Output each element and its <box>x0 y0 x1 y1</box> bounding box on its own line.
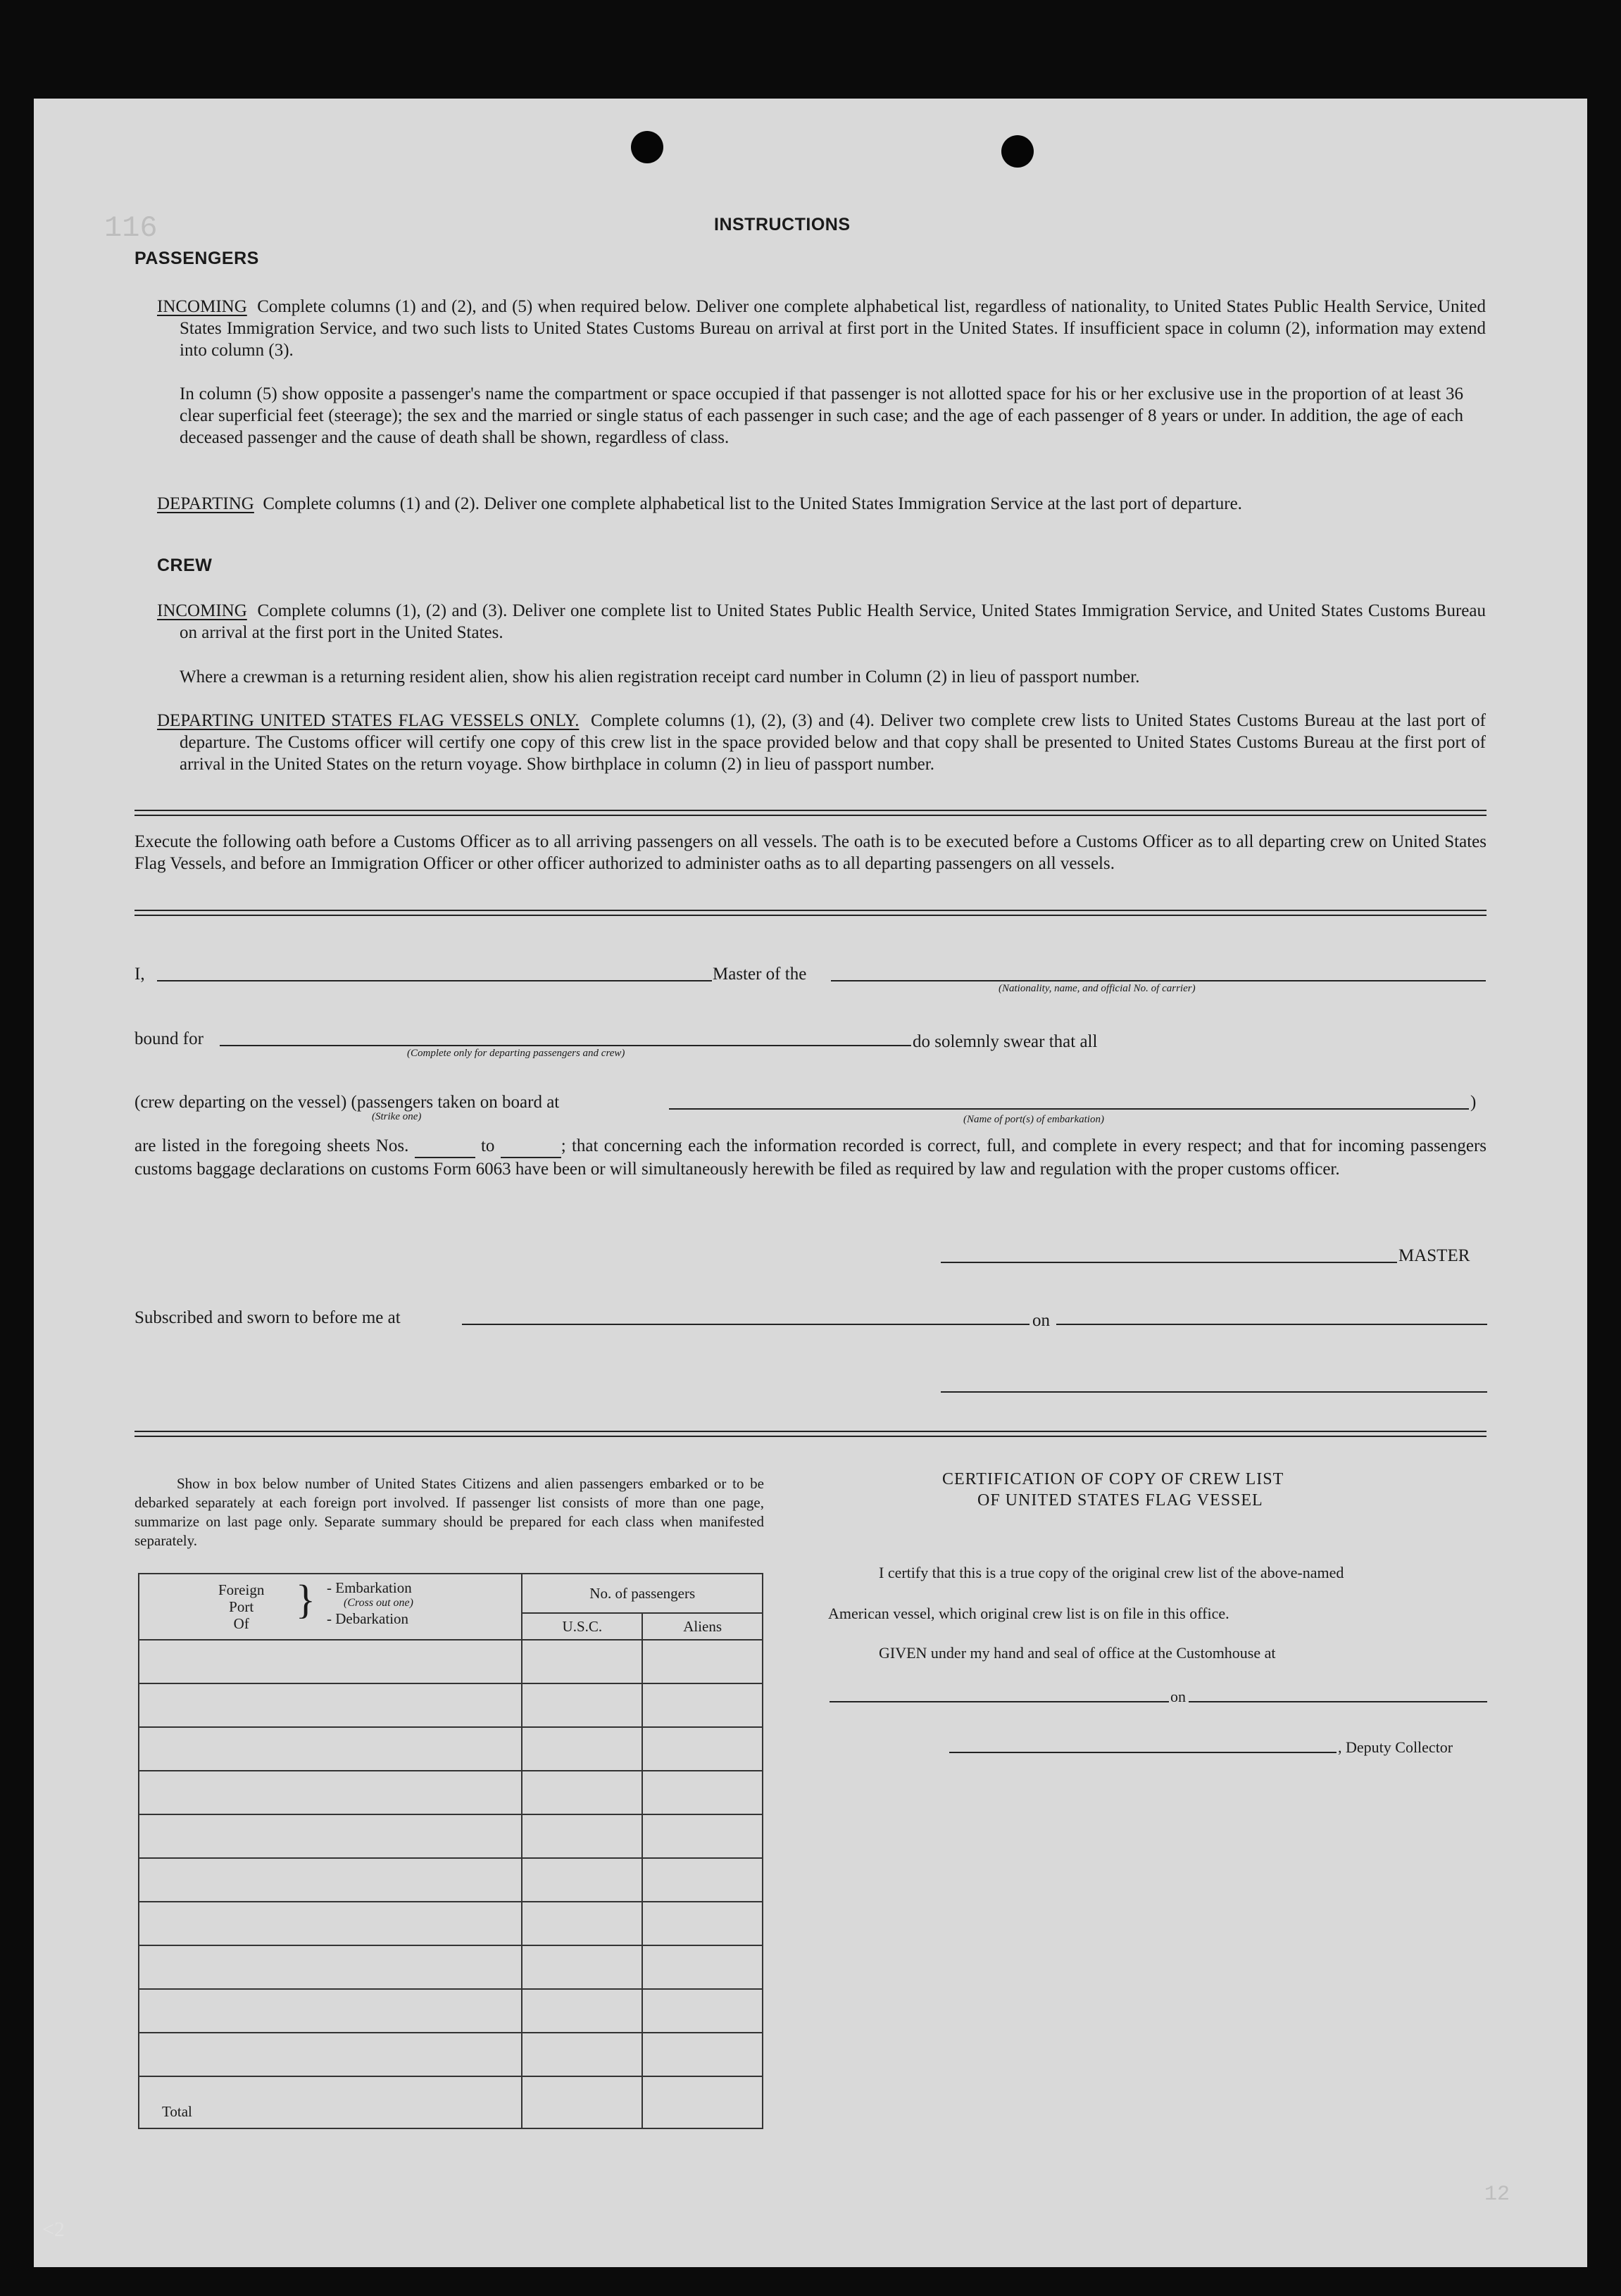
certification-date-field[interactable] <box>1189 1701 1487 1702</box>
certification-title-line2: OF UNITED STATES FLAG VESSEL <box>977 1491 1263 1510</box>
section-divider-1 <box>134 810 1487 816</box>
crew-heading: CREW <box>157 556 213 575</box>
aliens-cell[interactable] <box>642 1640 763 1683</box>
total-label: Total <box>139 2076 522 2128</box>
aliens-cell[interactable] <box>642 1814 763 1858</box>
port-cell[interactable] <box>139 1771 522 1814</box>
bound-for-caption: (Complete only for departing passengers and crew) <box>407 1048 625 1059</box>
usc-cell[interactable] <box>522 1683 642 1727</box>
passengers-incoming-text: Complete columns (1) and (2), and (5) when required below. Deliver one complete alphabetical list, regardless of nationality, to United States Public Health Service, United States Immigration Service, and two such lists to United States Customs Bureau on arrival at first port in the United States. If insufficient space in column (2), information may extend into column (3). <box>180 297 1486 360</box>
subscribed-label: Subscribed and sworn to before me at <box>134 1308 401 1327</box>
ports-caption: (Name of port(s) of embarkation) <box>963 1114 1104 1125</box>
certification-title-line1: CERTIFICATION OF COPY OF CREW LIST <box>942 1470 1284 1488</box>
usc-cell[interactable] <box>522 1814 642 1858</box>
carrier-field[interactable] <box>831 980 1486 981</box>
master-signature-field[interactable] <box>941 1262 1397 1263</box>
table-row <box>139 1683 763 1727</box>
aliens-header: Aliens <box>642 1613 763 1640</box>
table-row <box>139 1989 763 2033</box>
crew-departing-paragraph <box>157 710 1486 775</box>
crew-incoming-paragraph <box>157 600 1486 644</box>
officer-signature-field[interactable] <box>941 1391 1487 1393</box>
total-row <box>139 2076 763 2128</box>
sworn-on-label: on <box>1032 1311 1050 1330</box>
aliens-cell[interactable] <box>642 1771 763 1814</box>
passengers-incoming-label: INCOMING <box>157 297 247 316</box>
port-cell[interactable] <box>139 1814 522 1858</box>
usc-cell[interactable] <box>522 1902 642 1945</box>
port-cell[interactable] <box>139 1989 522 2033</box>
embarkation-label: - Embarkation <box>327 1579 412 1596</box>
master-of-the-label: Master of the <box>713 965 807 984</box>
aliens-cell[interactable] <box>642 1858 763 1902</box>
certification-line3: GIVEN under my hand and seal of office at the Customhouse at <box>879 1644 1276 1662</box>
punch-hole-right <box>1001 135 1034 168</box>
aliens-total-cell[interactable] <box>642 2076 763 2128</box>
aliens-cell[interactable] <box>642 1989 763 2033</box>
passengers-heading: PASSENGERS <box>134 249 259 268</box>
usc-cell[interactable] <box>522 1727 642 1771</box>
sheet-to-field[interactable] <box>501 1135 561 1158</box>
punch-hole-left <box>631 131 663 163</box>
port-cell[interactable] <box>139 1945 522 1989</box>
oath-i-label: I, <box>134 965 145 984</box>
port-cell[interactable] <box>139 1640 522 1683</box>
debarkation-label: - Debarkation <box>327 1610 409 1627</box>
section-divider-2 <box>134 910 1487 916</box>
sworn-location-field[interactable] <box>462 1324 1029 1325</box>
crew-returning-text: Where a crewman is a returning resident alien, show his alien registration receipt card number in Column (2) in lieu of passport number. <box>180 667 1140 686</box>
table-row <box>139 1727 763 1771</box>
foreign-label: Foreign <box>218 1581 265 1598</box>
passengers-departing-paragraph <box>157 493 1486 515</box>
aliens-cell[interactable] <box>642 1945 763 1989</box>
close-paren: ) <box>1470 1093 1477 1112</box>
port-header-cell <box>139 1574 522 1640</box>
margin-mark-bottom-left: <2 <box>42 2218 65 2241</box>
table-row <box>139 1858 763 1902</box>
crew-departing-label: DEPARTING UNITED STATES FLAG VESSELS ONLY. <box>157 711 580 730</box>
document-sheet <box>34 99 1587 2267</box>
certification-on-label: on <box>1170 1688 1186 1705</box>
margin-page-number: 116 <box>104 211 158 245</box>
bound-for-label: bound for <box>134 1029 204 1048</box>
table-row <box>139 1945 763 1989</box>
margin-page-number-bottom: 12 <box>1484 2183 1510 2207</box>
passengers-departing-label: DEPARTING <box>157 494 254 513</box>
port-cell[interactable] <box>139 1727 522 1771</box>
usc-total-cell[interactable] <box>522 2076 642 2128</box>
brace-icon: } <box>296 1576 315 1622</box>
crew-incoming-label: INCOMING <box>157 601 247 620</box>
carrier-caption: (Nationality, name, and official No. of carrier) <box>999 983 1196 994</box>
port-cell[interactable] <box>139 1683 522 1727</box>
of-label: Of <box>233 1615 249 1632</box>
oath-instruction: Execute the following oath before a Customs Officer as to all arriving passengers on all vessels. The oath is to be executed before a Customs Officer as to all departing crew on United States Flag Vessels, and before an Immigration Officer or other officer authorized to administer oaths as to all departing passengers on all vessels. <box>134 832 1487 873</box>
usc-cell[interactable] <box>522 1640 642 1683</box>
passengers-column5-paragraph <box>180 383 1463 448</box>
usc-cell[interactable] <box>522 1989 642 2033</box>
crew-departing-text-line: (crew departing on the vessel) (passengers taken on board at <box>134 1093 560 1112</box>
sworn-date-field[interactable] <box>1056 1324 1487 1325</box>
no-of-passengers-header: No. of passengers <box>522 1574 763 1613</box>
usc-header: U.S.C. <box>522 1613 642 1640</box>
master-label: MASTER <box>1398 1246 1470 1265</box>
usc-cell[interactable] <box>522 2033 642 2076</box>
master-name-field[interactable] <box>157 980 712 981</box>
listed-text-a: are listed in the foregoing sheets Nos. <box>134 1136 409 1155</box>
certification-line2: American vessel, which original crew list is on file in this office. <box>828 1605 1229 1622</box>
passenger-summary-table <box>138 1573 763 2129</box>
bound-for-field[interactable] <box>220 1045 911 1046</box>
cross-out-caption: (Cross out one) <box>344 1597 413 1609</box>
sheet-from-field[interactable] <box>415 1135 475 1158</box>
port-cell[interactable] <box>139 1902 522 1945</box>
passengers-incoming-paragraph <box>157 296 1486 361</box>
section-divider-3 <box>134 1431 1487 1437</box>
deputy-collector-label: , Deputy Collector <box>1338 1738 1453 1756</box>
passengers-column5-text: In column (5) show opposite a passenger's name the compartment or space occupied if that passenger is not allotted space for his or her exclusive use in the proportion of at least 36 clear superficial feet (steerage); the sex and the married or single status of each passenger in such case; and the age of each passenger of 8 years or under. In addition, the age of each deceased passenger and the cause of death shall be shown, regardless of class. <box>180 384 1463 447</box>
port-cell[interactable] <box>139 2033 522 2076</box>
aliens-cell[interactable] <box>642 2033 763 2076</box>
aliens-cell[interactable] <box>642 1902 763 1945</box>
listed-to-label: to <box>480 1136 495 1155</box>
deputy-collector-signature-field[interactable] <box>949 1752 1337 1753</box>
crew-incoming-text: Complete columns (1), (2) and (3). Deliver one complete list to United States Public Health Service, United States Immigration Service, and United States Customs Bureau on arrival at the first port in the United States. <box>180 601 1486 642</box>
passengers-departing-text: Complete columns (1) and (2). Deliver one complete alphabetical list to the United States Immigration Service at the last port of departure. <box>263 494 1242 513</box>
swear-text: do solemnly swear that all <box>913 1032 1098 1051</box>
table-row <box>139 1640 763 1683</box>
aliens-cell[interactable] <box>642 1727 763 1771</box>
aliens-cell[interactable] <box>642 1683 763 1727</box>
usc-cell[interactable] <box>522 1858 642 1902</box>
port-cell[interactable] <box>139 1858 522 1902</box>
table-row <box>139 1902 763 1945</box>
certification-line1: I certify that this is a true copy of the original crew list of the above-named <box>879 1564 1344 1581</box>
ports-of-embarkation-field[interactable] <box>669 1108 1469 1110</box>
crew-departing-text: Complete columns (1), (2), (3) and (4). Deliver two complete crew lists to United States Customs Bureau at the last port of departure. The Customs officer will certify one copy of this crew list in the space provided below and that copy shall be presented to United States Customs Bureau at the first port of arrival in the United States on the return voyage. Show birthplace in column (2) in lieu of passport number. <box>180 711 1486 774</box>
page-title: INSTRUCTIONS <box>714 215 851 234</box>
summary-instruction: Show in box below number of United States Citizens and alien passengers embarked or to be debarked separately at each foreign port involved. If passenger list consists of more than one page, summarize on last page only. Separate summary should be prepared for each class when manifested separately. <box>134 1475 764 1549</box>
table-row <box>139 2033 763 2076</box>
usc-cell[interactable] <box>522 1945 642 1989</box>
strike-one-caption: (Strike one) <box>372 1111 422 1122</box>
usc-cell[interactable] <box>522 1771 642 1814</box>
customhouse-location-field[interactable] <box>830 1701 1169 1702</box>
table-row <box>139 1814 763 1858</box>
listed-paragraph <box>134 1135 1487 1180</box>
port-label: Port <box>229 1598 254 1615</box>
listed-text-b: ; that concerning each the information recorded is correct, full, and complete in every respect; and that for incoming passengers customs baggage declarations on customs Form 6063 have been or will simultaneously herewith be filed as required by law and regulation with the proper customs officer. <box>134 1136 1487 1179</box>
table-row <box>139 1771 763 1814</box>
